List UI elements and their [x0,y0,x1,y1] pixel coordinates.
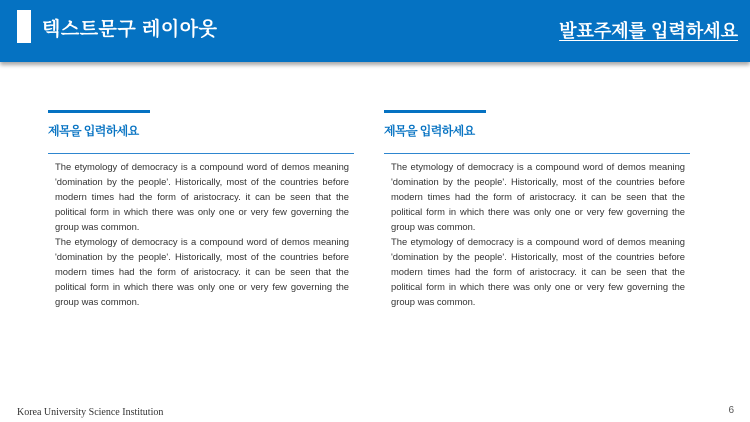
content-column-left [48,110,354,309]
column-body[interactable] [55,159,349,309]
column-heading[interactable]: 제목을 입력하세요 [384,124,475,138]
slide-title[interactable]: 텍스트문구 레이아웃 [42,19,218,40]
heading-accent-bar [384,110,486,113]
presentation-topic-link[interactable]: 발표주제를 입력하세요 [559,21,738,41]
header-bar [0,0,750,62]
body-paragraph: The etymology of democracy is a compound word of demos meaning 'domination by the people'. Historically, most of the countries before modern times had the form of aristocracy. it can be seen that the political form in which there was only one or very few governing the group was common. [55,236,349,307]
page-number: 6 [728,405,734,416]
heading-divider [48,153,354,154]
header-marker-block [17,10,31,43]
heading-divider [384,153,690,154]
footer-organization: Korea University Science Institution [17,407,164,418]
column-heading[interactable]: 제목을 입력하세요 [48,124,139,138]
body-paragraph: The etymology of democracy is a compound word of demos meaning 'domination by the people'. Historically, most of the countries before modern times had the form of aristocracy. it can be seen that the political form in which there was only one or very few governing the group was common. [55,161,349,232]
content-column-right [384,110,690,309]
heading-accent-bar [48,110,150,113]
column-body[interactable] [391,159,685,309]
body-paragraph: The etymology of democracy is a compound word of demos meaning 'domination by the people'. Historically, most of the countries before modern times had the form of aristocracy. it can be seen that the political form in which there was only one or very few governing the group was common. [391,161,685,232]
body-paragraph: The etymology of democracy is a compound word of demos meaning 'domination by the people'. Historically, most of the countries before modern times had the form of aristocracy. it can be seen that the political form in which there was only one or very few governing the group was common. [391,236,685,307]
